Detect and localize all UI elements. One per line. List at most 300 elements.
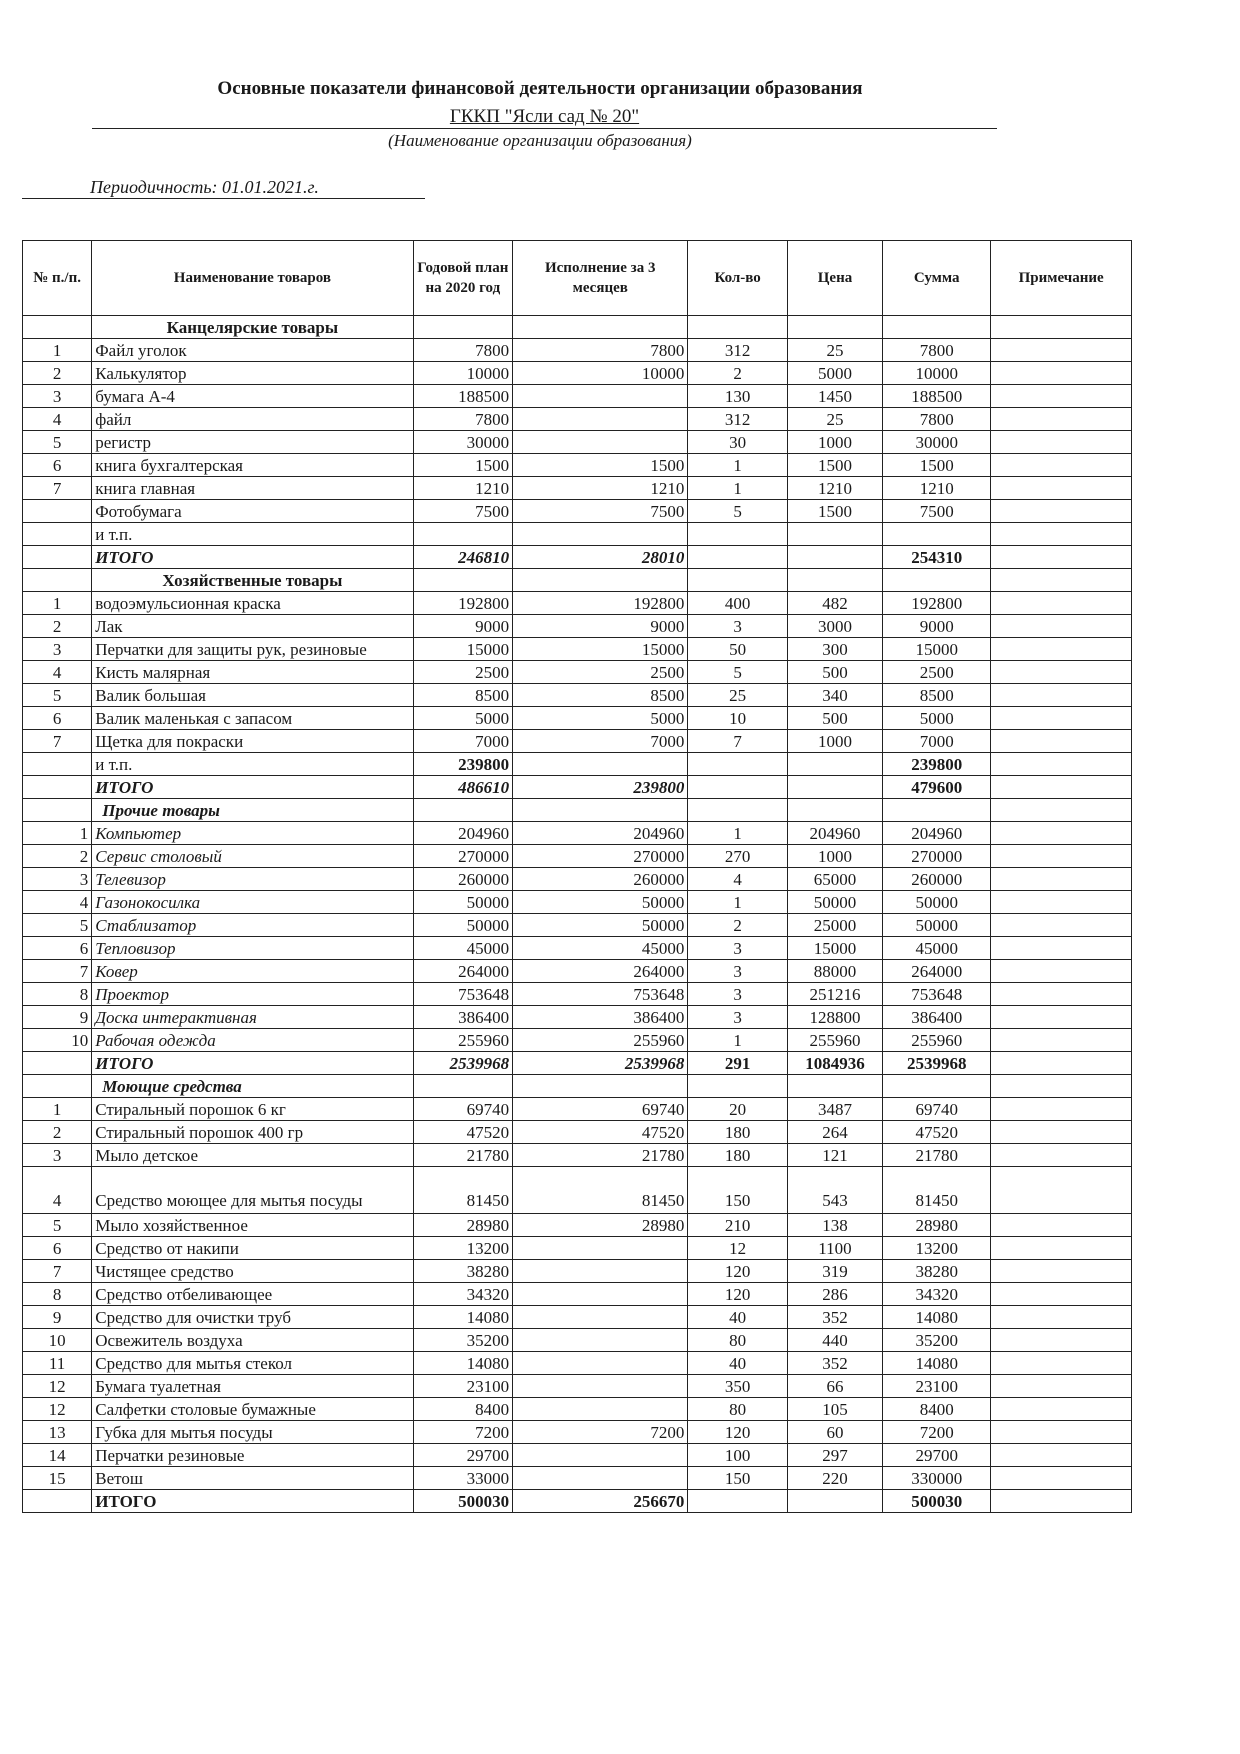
table-row	[23, 1260, 1132, 1283]
price-value: 352	[787, 1352, 882, 1375]
item-name: Стаблизатор	[92, 914, 413, 937]
sum-value: 69740	[883, 1098, 991, 1121]
plan-value: 1210	[413, 477, 513, 500]
item-name: Губка для мытья посуды	[92, 1421, 413, 1444]
table-row	[23, 1167, 1132, 1214]
item-name: Стиральный порошок 400 гр	[92, 1121, 413, 1144]
item-name: Валик маленькая с запасом	[92, 707, 413, 730]
section-title: Хозяйственные товары	[92, 569, 413, 592]
plan-value: 192800	[413, 592, 513, 615]
plan-value: 30000	[413, 431, 513, 454]
table-row	[23, 1352, 1132, 1375]
section-num-cell	[23, 316, 92, 339]
note-cell	[991, 1029, 1132, 1052]
total-num-cell	[23, 1052, 92, 1075]
empty-cell	[883, 1075, 991, 1098]
row-number: 8	[23, 1283, 92, 1306]
exec-value	[513, 1260, 688, 1283]
qty-value: 5	[688, 500, 788, 523]
qty-value: 80	[688, 1398, 788, 1421]
sum-value: 14080	[883, 1306, 991, 1329]
exec-value: 270000	[513, 845, 688, 868]
row-number: 1	[23, 1098, 92, 1121]
price-value: 1210	[787, 477, 882, 500]
item-name: книга бухгалтерская	[92, 454, 413, 477]
table-body	[23, 316, 1132, 1513]
note-cell	[991, 500, 1132, 523]
price-value: 105	[787, 1398, 882, 1421]
item-name: Фотобумага	[92, 500, 413, 523]
qty-value: 312	[688, 339, 788, 362]
plan-value: 255960	[413, 1029, 513, 1052]
price-value: 1000	[787, 845, 882, 868]
total-sum: 479600	[883, 776, 991, 799]
item-name: Ветош	[92, 1467, 413, 1490]
price-value: 15000	[787, 937, 882, 960]
sum-value: 10000	[883, 362, 991, 385]
row-number: 6	[23, 1237, 92, 1260]
item-name: Файл уголок	[92, 339, 413, 362]
note-cell	[991, 385, 1132, 408]
empty-cell	[413, 1075, 513, 1098]
item-name: Стиральный порошок 6 кг	[92, 1098, 413, 1121]
exec-value: 28980	[513, 1214, 688, 1237]
total-label: ИТОГО	[92, 1490, 413, 1513]
total-price	[787, 776, 882, 799]
sum-value: 260000	[883, 868, 991, 891]
sum-value: 7800	[883, 408, 991, 431]
row-number: 12	[23, 1398, 92, 1421]
item-name: Тепловизор	[92, 937, 413, 960]
item-name: Сервис столовый	[92, 845, 413, 868]
qty-value: 3	[688, 1006, 788, 1029]
sum-value: 188500	[883, 385, 991, 408]
period-text: Периодичность: 01.01.2021.г.	[90, 177, 319, 197]
note-cell	[991, 1421, 1132, 1444]
empty-cell	[688, 316, 788, 339]
total-qty: 291	[688, 1052, 788, 1075]
empty-cell	[513, 569, 688, 592]
note-cell	[991, 1121, 1132, 1144]
exec-value: 81450	[513, 1167, 688, 1214]
table-row	[23, 592, 1132, 615]
row-number: 7	[23, 1260, 92, 1283]
period-line	[22, 176, 425, 199]
empty-cell	[413, 569, 513, 592]
plan-value: 15000	[413, 638, 513, 661]
row-number	[23, 523, 92, 546]
exec-value	[513, 1444, 688, 1467]
table-row	[23, 661, 1132, 684]
total-note-cell	[991, 546, 1132, 569]
price-value: 1450	[787, 385, 882, 408]
section-header-row	[23, 1075, 1132, 1098]
total-qty	[688, 776, 788, 799]
empty-cell	[991, 569, 1132, 592]
plan-value: 45000	[413, 937, 513, 960]
qty-value: 1	[688, 1029, 788, 1052]
item-name: Телевизор	[92, 868, 413, 891]
note-cell	[991, 822, 1132, 845]
total-plan: 486610	[413, 776, 513, 799]
price-value: 1000	[787, 431, 882, 454]
note-cell	[991, 339, 1132, 362]
item-name: и т.п.	[92, 753, 413, 776]
organization-name: ГККП "Ясли сад № 20"	[449, 106, 640, 127]
organization-caption: (Наименование организации образования)	[388, 131, 692, 150]
qty-value: 2	[688, 914, 788, 937]
qty-value: 270	[688, 845, 788, 868]
exec-value: 386400	[513, 1006, 688, 1029]
col-plan-header: Годовой план на 2020 год	[413, 241, 513, 316]
table-row	[23, 431, 1132, 454]
sum-value: 7000	[883, 730, 991, 753]
plan-value: 10000	[413, 362, 513, 385]
organization-name-line	[92, 106, 997, 129]
total-row	[23, 776, 1132, 799]
qty-value: 350	[688, 1375, 788, 1398]
sum-value: 7500	[883, 500, 991, 523]
price-value: 352	[787, 1306, 882, 1329]
row-number: 8	[23, 983, 92, 1006]
exec-value: 47520	[513, 1121, 688, 1144]
total-plan: 500030	[413, 1490, 513, 1513]
plan-value: 21780	[413, 1144, 513, 1167]
empty-cell	[991, 799, 1132, 822]
table-row	[23, 845, 1132, 868]
sum-value: 50000	[883, 891, 991, 914]
price-value: 138	[787, 1214, 882, 1237]
table-row	[23, 638, 1132, 661]
exec-value: 264000	[513, 960, 688, 983]
item-name: Валик большая	[92, 684, 413, 707]
price-value: 500	[787, 707, 882, 730]
row-number: 7	[23, 477, 92, 500]
qty-value: 1	[688, 822, 788, 845]
price-value: 88000	[787, 960, 882, 983]
table-row	[23, 684, 1132, 707]
table-row	[23, 1329, 1132, 1352]
exec-value: 7000	[513, 730, 688, 753]
item-name: водоэмульсионная краска	[92, 592, 413, 615]
table-row	[23, 1398, 1132, 1421]
note-cell	[991, 477, 1132, 500]
price-value: 1100	[787, 1237, 882, 1260]
exec-value: 7800	[513, 339, 688, 362]
row-number: 4	[23, 1167, 92, 1214]
col-num-header: № п./п.	[23, 241, 92, 316]
note-cell	[991, 914, 1132, 937]
item-name: Газонокосилка	[92, 891, 413, 914]
price-value: 255960	[787, 1029, 882, 1052]
total-qty	[688, 546, 788, 569]
sum-value: 192800	[883, 592, 991, 615]
price-value: 300	[787, 638, 882, 661]
row-number	[23, 500, 92, 523]
item-name: Средство моющее для мытья посуды	[92, 1167, 413, 1214]
qty-value: 4	[688, 868, 788, 891]
section-title: Канцелярские товары	[92, 316, 413, 339]
plan-value: 29700	[413, 1444, 513, 1467]
item-name: Ковер	[92, 960, 413, 983]
note-cell	[991, 523, 1132, 546]
item-name: Средство от накипи	[92, 1237, 413, 1260]
item-name: Чистящее средство	[92, 1260, 413, 1283]
row-number: 6	[23, 937, 92, 960]
table-row	[23, 753, 1132, 776]
total-sum: 254310	[883, 546, 991, 569]
table-row	[23, 1098, 1132, 1121]
item-name: Бумага туалетная	[92, 1375, 413, 1398]
qty-value: 1	[688, 454, 788, 477]
item-name: регистр	[92, 431, 413, 454]
exec-value: 260000	[513, 868, 688, 891]
note-cell	[991, 1375, 1132, 1398]
row-number: 13	[23, 1421, 92, 1444]
note-cell	[991, 661, 1132, 684]
note-cell	[991, 1444, 1132, 1467]
empty-cell	[883, 799, 991, 822]
total-label: ИТОГО	[92, 1052, 413, 1075]
section-num-cell	[23, 1075, 92, 1098]
empty-cell	[413, 316, 513, 339]
table-row	[23, 362, 1132, 385]
total-num-cell	[23, 1490, 92, 1513]
item-name: Лак	[92, 615, 413, 638]
header-row	[23, 241, 1132, 316]
table-row	[23, 454, 1132, 477]
item-name: Кисть малярная	[92, 661, 413, 684]
price-value: 128800	[787, 1006, 882, 1029]
row-number: 4	[23, 408, 92, 431]
price-value	[787, 523, 882, 546]
empty-cell	[991, 1075, 1132, 1098]
total-price: 1084936	[787, 1052, 882, 1075]
price-value: 204960	[787, 822, 882, 845]
row-number: 1	[23, 339, 92, 362]
note-cell	[991, 730, 1132, 753]
qty-value	[688, 753, 788, 776]
empty-cell	[513, 316, 688, 339]
row-number: 9	[23, 1006, 92, 1029]
col-price-header: Цена	[787, 241, 882, 316]
sum-value: 21780	[883, 1144, 991, 1167]
col-exec-header: Исполнение за 3 месяцев	[513, 241, 688, 316]
sum-value: 2500	[883, 661, 991, 684]
table-row	[23, 1306, 1132, 1329]
plan-value: 47520	[413, 1121, 513, 1144]
plan-value: 38280	[413, 1260, 513, 1283]
col-name-header: Наименование товаров	[92, 241, 413, 316]
note-cell	[991, 937, 1132, 960]
row-number: 14	[23, 1444, 92, 1467]
plan-value: 264000	[413, 960, 513, 983]
row-number: 1	[23, 822, 92, 845]
exec-value: 1500	[513, 454, 688, 477]
exec-value	[513, 753, 688, 776]
price-value: 5000	[787, 362, 882, 385]
row-number: 3	[23, 385, 92, 408]
item-name: файл	[92, 408, 413, 431]
exec-value	[513, 385, 688, 408]
row-number: 4	[23, 661, 92, 684]
price-value: 1000	[787, 730, 882, 753]
sum-value: 330000	[883, 1467, 991, 1490]
exec-value	[513, 1375, 688, 1398]
total-qty	[688, 1490, 788, 1513]
row-number: 4	[23, 891, 92, 914]
price-value: 1500	[787, 454, 882, 477]
sum-value: 7200	[883, 1421, 991, 1444]
plan-value: 33000	[413, 1467, 513, 1490]
exec-value	[513, 1306, 688, 1329]
note-cell	[991, 1098, 1132, 1121]
price-value: 3000	[787, 615, 882, 638]
total-note-cell	[991, 1052, 1132, 1075]
sum-value: 45000	[883, 937, 991, 960]
total-exec: 28010	[513, 546, 688, 569]
sum-value: 239800	[883, 753, 991, 776]
plan-value: 239800	[413, 753, 513, 776]
sum-value: 34320	[883, 1283, 991, 1306]
exec-value: 5000	[513, 707, 688, 730]
qty-value: 1	[688, 477, 788, 500]
sum-value: 753648	[883, 983, 991, 1006]
sum-value: 13200	[883, 1237, 991, 1260]
table-row	[23, 1144, 1132, 1167]
total-label: ИТОГО	[92, 546, 413, 569]
item-name: Средство отбеливающее	[92, 1283, 413, 1306]
qty-value: 40	[688, 1306, 788, 1329]
plan-value: 260000	[413, 868, 513, 891]
sum-value: 8400	[883, 1398, 991, 1421]
exec-value: 9000	[513, 615, 688, 638]
plan-value: 204960	[413, 822, 513, 845]
row-number: 15	[23, 1467, 92, 1490]
price-value: 220	[787, 1467, 882, 1490]
price-value: 482	[787, 592, 882, 615]
item-name: бумага А-4	[92, 385, 413, 408]
sum-value: 30000	[883, 431, 991, 454]
exec-value: 50000	[513, 891, 688, 914]
sum-value: 35200	[883, 1329, 991, 1352]
row-number: 10	[23, 1029, 92, 1052]
total-price	[787, 1490, 882, 1513]
note-cell	[991, 1398, 1132, 1421]
note-cell	[991, 983, 1132, 1006]
plan-value: 1500	[413, 454, 513, 477]
plan-value: 9000	[413, 615, 513, 638]
row-number: 9	[23, 1306, 92, 1329]
exec-value: 192800	[513, 592, 688, 615]
plan-value: 7200	[413, 1421, 513, 1444]
plan-value: 8500	[413, 684, 513, 707]
price-value: 1500	[787, 500, 882, 523]
price-value	[787, 753, 882, 776]
row-number	[23, 753, 92, 776]
item-name: Доска интерактивная	[92, 1006, 413, 1029]
qty-value: 1	[688, 891, 788, 914]
qty-value: 210	[688, 1214, 788, 1237]
note-cell	[991, 1260, 1132, 1283]
qty-value: 150	[688, 1167, 788, 1214]
row-number: 6	[23, 454, 92, 477]
row-number: 2	[23, 1121, 92, 1144]
qty-value: 2	[688, 362, 788, 385]
price-value: 25	[787, 339, 882, 362]
note-cell	[991, 1467, 1132, 1490]
total-row	[23, 546, 1132, 569]
qty-value: 150	[688, 1467, 788, 1490]
table-row	[23, 1467, 1132, 1490]
qty-value: 100	[688, 1444, 788, 1467]
price-value: 121	[787, 1144, 882, 1167]
sum-value: 50000	[883, 914, 991, 937]
table-row	[23, 523, 1132, 546]
exec-value: 7500	[513, 500, 688, 523]
row-number: 3	[23, 868, 92, 891]
note-cell	[991, 1283, 1132, 1306]
qty-value: 20	[688, 1098, 788, 1121]
document-title: Основные показатели финансовой деятельности организации образования	[217, 78, 863, 99]
note-cell	[991, 638, 1132, 661]
empty-cell	[883, 569, 991, 592]
table-row	[23, 615, 1132, 638]
section-title: Прочие товары	[92, 799, 413, 822]
item-name: Мыло детское	[92, 1144, 413, 1167]
plan-value: 7500	[413, 500, 513, 523]
note-cell	[991, 868, 1132, 891]
table-row	[23, 937, 1132, 960]
qty-value: 3	[688, 937, 788, 960]
price-value: 65000	[787, 868, 882, 891]
empty-cell	[513, 1075, 688, 1098]
exec-value	[513, 1352, 688, 1375]
table-row	[23, 868, 1132, 891]
exec-value: 7200	[513, 1421, 688, 1444]
table-row	[23, 1006, 1132, 1029]
sum-value: 15000	[883, 638, 991, 661]
row-number: 1	[23, 592, 92, 615]
item-name: Освежитель воздуха	[92, 1329, 413, 1352]
sum-value: 14080	[883, 1352, 991, 1375]
sum-value: 8500	[883, 684, 991, 707]
item-name: Средство для очистки труб	[92, 1306, 413, 1329]
section-num-cell	[23, 569, 92, 592]
item-name: Мыло хозяйственное	[92, 1214, 413, 1237]
table-row	[23, 707, 1132, 730]
item-name: Компьютер	[92, 822, 413, 845]
section-header-row	[23, 569, 1132, 592]
qty-value: 400	[688, 592, 788, 615]
sum-value: 1500	[883, 454, 991, 477]
note-cell	[991, 707, 1132, 730]
item-name: книга главная	[92, 477, 413, 500]
section-title: Моющие средства	[92, 1075, 413, 1098]
row-number: 10	[23, 1329, 92, 1352]
qty-value: 180	[688, 1121, 788, 1144]
table-row	[23, 1029, 1132, 1052]
item-name: Проектор	[92, 983, 413, 1006]
table-row	[23, 1444, 1132, 1467]
row-number: 5	[23, 1214, 92, 1237]
note-cell	[991, 615, 1132, 638]
row-number: 5	[23, 914, 92, 937]
empty-cell	[787, 799, 882, 822]
exec-value: 50000	[513, 914, 688, 937]
total-exec: 256670	[513, 1490, 688, 1513]
empty-cell	[513, 799, 688, 822]
